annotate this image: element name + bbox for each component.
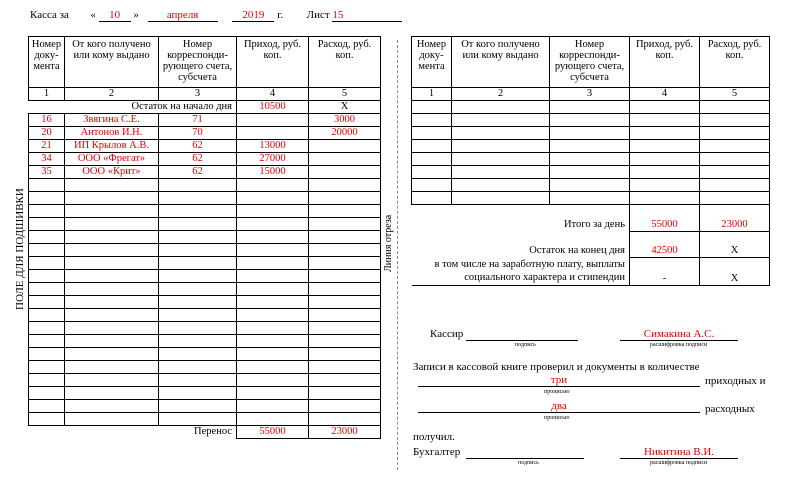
cell-num: [29, 413, 65, 426]
cell-expense: [309, 335, 381, 348]
cell-expense: 20000: [309, 127, 381, 140]
right-cash-table: [411, 36, 770, 286]
col-from-whom: От кого получено или кому выдано: [65, 37, 159, 88]
salary-label: [412, 257, 630, 286]
cell-name: ООО «Крит»: [65, 166, 159, 179]
empty-cell: [630, 127, 700, 140]
outgoing-label: расходных: [705, 403, 755, 415]
empty-cell: [630, 101, 700, 114]
opening-income: 10500: [237, 101, 309, 114]
decode-hint: расшифровка подписи: [650, 460, 708, 466]
cell-name: [65, 231, 159, 244]
sheet-label: Лист: [306, 9, 330, 21]
cell-name: [65, 387, 159, 400]
cashier-signature-line: [466, 328, 578, 341]
table-row: [29, 413, 381, 426]
cell-name: [65, 361, 159, 374]
cell-num: [29, 296, 65, 309]
transfer-income: 55000: [237, 426, 309, 439]
empty-cell: [550, 166, 630, 179]
table-row: [412, 179, 770, 192]
table-row: [29, 140, 381, 153]
cell-num: [29, 374, 65, 387]
empty-cell: [630, 140, 700, 153]
incoming-count: три: [418, 374, 700, 387]
cell-num: [29, 322, 65, 335]
signature-hint: подпись: [518, 460, 539, 466]
quote-open: «: [90, 9, 96, 21]
col-income: Приход, руб. коп.: [237, 37, 309, 88]
column-numbers: [29, 88, 381, 101]
col-doc-number: Номер доку-мента: [412, 37, 452, 88]
cell-account: [159, 179, 237, 192]
cell-account: [159, 205, 237, 218]
cell-account: [159, 413, 237, 426]
cell-num: [29, 205, 65, 218]
opening-expense: Х: [309, 101, 381, 114]
salary-income: -: [630, 257, 700, 286]
cell-num: [29, 361, 65, 374]
cell-income: 15000: [237, 166, 309, 179]
cell-income: [237, 361, 309, 374]
cell-num: 35: [29, 166, 65, 179]
cell-name: [65, 218, 159, 231]
cell-income: [237, 400, 309, 413]
sheet-value: 15: [332, 9, 402, 22]
table-row: [412, 114, 770, 127]
cell-account: [159, 296, 237, 309]
cash-label: Касса за: [30, 9, 69, 21]
closing-label: Остаток на конец дня: [412, 231, 630, 257]
empty-cell: [700, 140, 770, 153]
col-num: 3: [550, 88, 630, 101]
cell-num: [29, 257, 65, 270]
cell-account: [159, 361, 237, 374]
empty-cell: [452, 153, 550, 166]
cell-account: [159, 192, 237, 205]
col-num: 5: [309, 88, 381, 101]
cell-income: [237, 257, 309, 270]
empty-cell: [452, 101, 550, 114]
col-account: Номер корреспонди-рующего счета, субсчета: [159, 37, 237, 88]
cell-name: [65, 322, 159, 335]
cell-num: 21: [29, 140, 65, 153]
transfer-row: [29, 426, 381, 439]
empty-cell: [452, 114, 550, 127]
cell-num: [29, 309, 65, 322]
table-row: [29, 114, 381, 127]
empty-cell: [700, 179, 770, 192]
cell-account: 71: [159, 114, 237, 127]
table-row: [29, 296, 381, 309]
cell-expense: [309, 179, 381, 192]
cell-account: 62: [159, 140, 237, 153]
total-income: 55000: [630, 205, 700, 232]
table-row: [412, 192, 770, 205]
cell-income: [237, 348, 309, 361]
cell-income: [237, 296, 309, 309]
salary-label-line1: в том числе на заработную плату, выплаты: [434, 259, 625, 270]
empty-cell: [700, 114, 770, 127]
table-row: [412, 140, 770, 153]
empty-cell: [630, 166, 700, 179]
cell-expense: [309, 205, 381, 218]
col-num: 4: [630, 88, 700, 101]
opening-label: Остаток на начало дня: [29, 101, 237, 114]
left-cash-table: [28, 36, 381, 439]
cell-name: [65, 244, 159, 257]
cell-num: 34: [29, 153, 65, 166]
opening-balance-row: [29, 101, 381, 114]
cell-expense: [309, 361, 381, 374]
cell-account: [159, 309, 237, 322]
empty-cell: [412, 127, 452, 140]
salary-label-line2: социального характера и стипендии: [464, 272, 625, 283]
cell-num: [29, 283, 65, 296]
empty-cell: [412, 114, 452, 127]
cell-name: [65, 179, 159, 192]
words-hint: прописью: [544, 389, 570, 395]
table-row: [29, 192, 381, 205]
cell-account: [159, 244, 237, 257]
table-row: [412, 101, 770, 114]
col-num: 2: [65, 88, 159, 101]
col-num: 4: [237, 88, 309, 101]
cell-income: 13000: [237, 140, 309, 153]
cut-line-label: Линия отреза: [383, 214, 394, 272]
column-numbers: [412, 88, 770, 101]
incoming-label: приходных и: [705, 375, 766, 387]
empty-cell: [550, 153, 630, 166]
cell-expense: [309, 140, 381, 153]
cell-num: [29, 348, 65, 361]
cell-income: [237, 335, 309, 348]
year-value: 2019: [232, 9, 274, 22]
transfer-expense: 23000: [309, 426, 381, 439]
empty-cell: [452, 179, 550, 192]
empty-cell: [412, 179, 452, 192]
table-row: [29, 166, 381, 179]
empty-cell: [700, 153, 770, 166]
cell-account: [159, 322, 237, 335]
empty-cell: [630, 192, 700, 205]
col-doc-number: Номер доку-мента: [29, 37, 65, 88]
cell-name: ИП Крылов А.В.: [65, 140, 159, 153]
cell-account: 62: [159, 153, 237, 166]
total-expense: 23000: [700, 205, 770, 232]
cell-account: [159, 270, 237, 283]
cell-income: [237, 387, 309, 400]
cell-account: 70: [159, 127, 237, 140]
cell-account: 62: [159, 166, 237, 179]
empty-cell: [630, 179, 700, 192]
cell-num: 16: [29, 114, 65, 127]
cell-expense: [309, 270, 381, 283]
cell-account: [159, 348, 237, 361]
cell-income: [237, 231, 309, 244]
empty-cell: [630, 114, 700, 127]
table-row: [29, 231, 381, 244]
col-num: 1: [412, 88, 452, 101]
cell-name: [65, 205, 159, 218]
cell-expense: [309, 322, 381, 335]
accountant-name: Никитина В.И.: [620, 446, 738, 459]
salary-row: [412, 257, 770, 286]
cell-income: 27000: [237, 153, 309, 166]
salary-expense: Х: [700, 257, 770, 286]
table-row: [29, 270, 381, 283]
transfer-label: Перенос: [29, 426, 237, 439]
cell-account: [159, 257, 237, 270]
table-row: [29, 127, 381, 140]
col-income: Приход, руб. коп.: [630, 37, 700, 88]
day-value: 10: [99, 9, 131, 22]
cell-income: [237, 179, 309, 192]
cell-account: [159, 335, 237, 348]
cell-name: [65, 400, 159, 413]
cell-expense: [309, 413, 381, 426]
empty-cell: [412, 140, 452, 153]
cell-expense: [309, 231, 381, 244]
accountant-signature-line: [466, 446, 584, 459]
cell-name: [65, 257, 159, 270]
cell-income: [237, 322, 309, 335]
cell-account: [159, 387, 237, 400]
cell-income: [237, 127, 309, 140]
cell-account: [159, 400, 237, 413]
cell-expense: [309, 257, 381, 270]
table-row: [412, 166, 770, 179]
cell-income: [237, 270, 309, 283]
cashier-label: Кассир: [430, 328, 464, 340]
table-row: [29, 205, 381, 218]
cell-name: ООО «Фрегат»: [65, 153, 159, 166]
cell-income: [237, 413, 309, 426]
empty-cell: [550, 179, 630, 192]
cell-expense: [309, 166, 381, 179]
cell-expense: [309, 192, 381, 205]
cell-account: [159, 374, 237, 387]
empty-cell: [452, 192, 550, 205]
table-row: [29, 361, 381, 374]
cell-income: [237, 218, 309, 231]
closing-expense: Х: [700, 231, 770, 257]
table-row: [29, 179, 381, 192]
words-hint: прописью: [544, 415, 570, 421]
received-text: получил.: [413, 431, 455, 443]
col-num: 2: [452, 88, 550, 101]
table-row: [29, 400, 381, 413]
cell-expense: [309, 296, 381, 309]
empty-cell: [550, 192, 630, 205]
month-value: апреля: [148, 9, 218, 22]
cell-income: [237, 309, 309, 322]
decode-hint: расшифровка подписи: [650, 342, 708, 348]
checked-text: Записи в кассовой книге проверил и документы в количестве: [413, 361, 700, 373]
cell-income: [237, 114, 309, 127]
cell-account: [159, 231, 237, 244]
quote-close: »: [133, 9, 139, 21]
binding-margin-label: ПОЛЕ ДЛЯ ПОДШИВКИ: [14, 188, 26, 310]
empty-cell: [412, 192, 452, 205]
column-headers: [412, 37, 770, 88]
table-row: [29, 348, 381, 361]
cell-num: [29, 270, 65, 283]
cut-line: [397, 40, 398, 470]
closing-income: 42500: [630, 231, 700, 257]
table-row: [29, 387, 381, 400]
cell-name: [65, 374, 159, 387]
empty-cell: [412, 101, 452, 114]
cell-name: Антонов И.Н.: [65, 127, 159, 140]
empty-cell: [550, 140, 630, 153]
empty-cell: [412, 153, 452, 166]
col-expense: Расход, руб. коп.: [309, 37, 381, 88]
empty-cell: [452, 140, 550, 153]
cell-expense: [309, 387, 381, 400]
table-row: [29, 309, 381, 322]
cell-income: [237, 244, 309, 257]
cell-name: [65, 309, 159, 322]
year-suffix: г.: [277, 9, 284, 21]
cell-account: [159, 218, 237, 231]
cell-expense: [309, 153, 381, 166]
table-row: [29, 374, 381, 387]
cell-name: [65, 296, 159, 309]
cell-expense: [309, 244, 381, 257]
empty-cell: [550, 101, 630, 114]
table-row: [29, 244, 381, 257]
cell-income: [237, 283, 309, 296]
cell-name: [65, 192, 159, 205]
col-num: 5: [700, 88, 770, 101]
cell-name: Звягина С.Е.: [65, 114, 159, 127]
col-num: 1: [29, 88, 65, 101]
col-num: 3: [159, 88, 237, 101]
cell-expense: [309, 283, 381, 296]
cell-name: [65, 335, 159, 348]
cell-num: [29, 218, 65, 231]
empty-cell: [630, 153, 700, 166]
cell-expense: [309, 348, 381, 361]
empty-cell: [550, 127, 630, 140]
cell-expense: 3000: [309, 114, 381, 127]
cell-expense: [309, 374, 381, 387]
col-account: Номер корреспонди-рующего счета, субсчета: [550, 37, 630, 88]
empty-cell: [700, 192, 770, 205]
cell-expense: [309, 400, 381, 413]
empty-cell: [700, 127, 770, 140]
cell-num: [29, 179, 65, 192]
cell-num: [29, 387, 65, 400]
empty-cell: [550, 114, 630, 127]
outgoing-count: два: [418, 400, 700, 413]
empty-cell: [412, 166, 452, 179]
col-from-whom: От кого получено или кому выдано: [452, 37, 550, 88]
table-row: [412, 153, 770, 166]
cell-income: [237, 205, 309, 218]
table-row: [29, 322, 381, 335]
cell-name: [65, 348, 159, 361]
cell-name: [65, 270, 159, 283]
table-row: [412, 127, 770, 140]
accountant-label: Бухгалтер: [413, 446, 461, 458]
table-row: [29, 153, 381, 166]
column-headers: [29, 37, 381, 88]
cell-num: [29, 192, 65, 205]
table-row: [29, 218, 381, 231]
empty-cell: [452, 166, 550, 179]
cashier-name: Симакина А.С.: [620, 328, 738, 341]
cell-expense: [309, 309, 381, 322]
cell-num: 20: [29, 127, 65, 140]
cashbook-header: [30, 9, 402, 22]
cell-num: [29, 335, 65, 348]
signature-hint: подпись: [515, 342, 536, 348]
cell-num: [29, 400, 65, 413]
cell-expense: [309, 218, 381, 231]
cell-account: [159, 283, 237, 296]
cell-num: [29, 231, 65, 244]
col-expense: Расход, руб. коп.: [700, 37, 770, 88]
empty-cell: [452, 127, 550, 140]
cell-income: [237, 374, 309, 387]
cell-name: [65, 413, 159, 426]
table-row: [29, 257, 381, 270]
total-label: Итого за день: [412, 205, 630, 232]
cell-name: [65, 283, 159, 296]
total-row: [412, 205, 770, 232]
cell-num: [29, 244, 65, 257]
empty-cell: [700, 166, 770, 179]
table-row: [29, 335, 381, 348]
empty-cell: [700, 101, 770, 114]
cell-income: [237, 192, 309, 205]
closing-row: [412, 231, 770, 257]
table-row: [29, 283, 381, 296]
